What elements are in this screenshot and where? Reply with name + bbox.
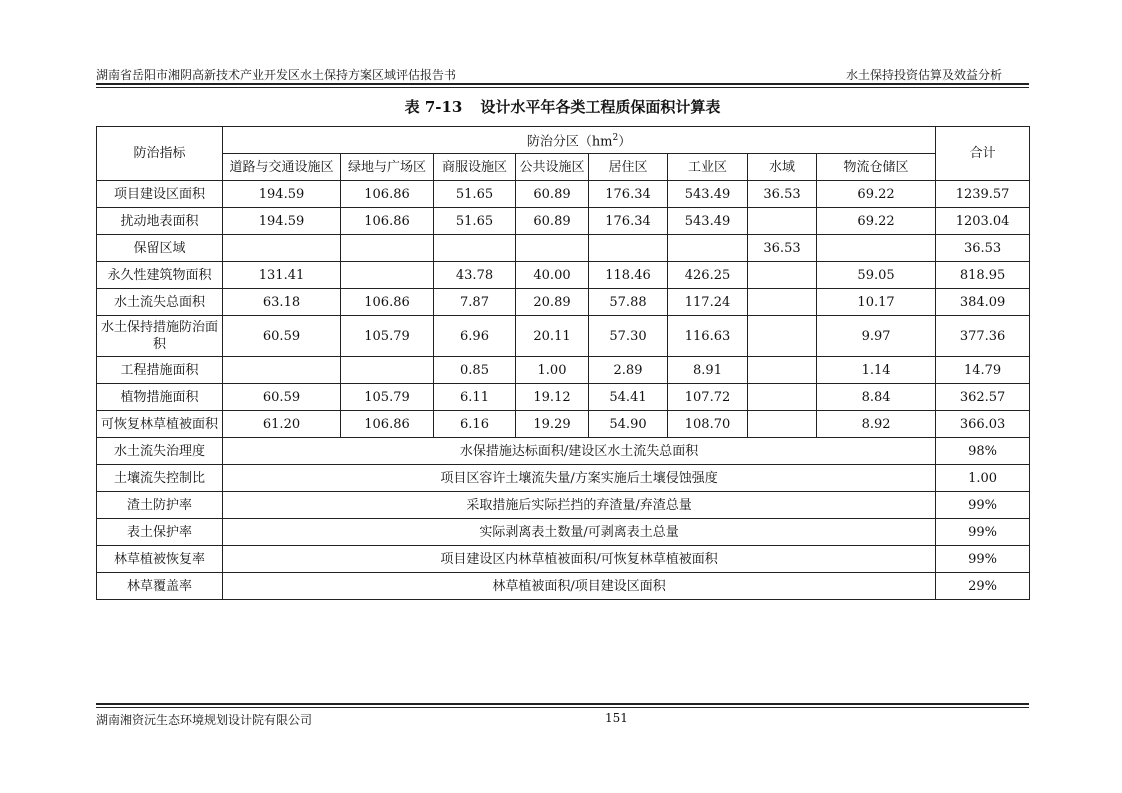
table-cell: 6.11	[434, 384, 516, 411]
table-cell: 105.79	[341, 384, 434, 411]
table-cell: 194.59	[223, 208, 341, 235]
footer-rule-thin	[96, 707, 1029, 708]
table-cell: 107.72	[668, 384, 748, 411]
row-label: 可恢复林草植被面积	[97, 411, 223, 438]
header-zone: 商服设施区	[434, 154, 516, 181]
table-row	[97, 235, 1030, 262]
page-number: 151	[605, 711, 628, 725]
row-label: 工程措施面积	[97, 357, 223, 384]
row-total: 377.36	[936, 316, 1030, 357]
ratio-formula: 项目建设区内林草植被面积/可恢复林草植被面积	[223, 546, 936, 573]
ratio-formula: 林草植被面积/项目建设区面积	[223, 573, 936, 600]
table-cell	[341, 262, 434, 289]
row-label: 永久性建筑物面积	[97, 262, 223, 289]
header-row-zones	[97, 154, 1030, 181]
table-cell: 40.00	[516, 262, 589, 289]
header-rule-thick	[96, 83, 1029, 85]
table-cell: 57.88	[589, 289, 668, 316]
row-total: 818.95	[936, 262, 1030, 289]
row-label: 林草植被恢复率	[97, 546, 223, 573]
area-calculation-table	[96, 126, 1030, 600]
header-row-1	[97, 127, 1030, 154]
table-cell	[223, 357, 341, 384]
table-cell: 106.86	[341, 181, 434, 208]
ratio-formula: 水保措施达标面积/建设区水土流失总面积	[223, 438, 936, 465]
table-cell: 10.17	[817, 289, 936, 316]
row-total: 29%	[936, 573, 1030, 600]
footer-rule-thick	[96, 703, 1029, 705]
row-label: 水土保持措施防治面积	[97, 316, 223, 357]
table-cell: 69.22	[817, 181, 936, 208]
table-cell: 9.97	[817, 316, 936, 357]
table-title	[96, 96, 1029, 117]
row-label: 扰动地表面积	[97, 208, 223, 235]
table-cell: 105.79	[341, 316, 434, 357]
table-cell: 108.70	[668, 411, 748, 438]
table-cell: 117.24	[668, 289, 748, 316]
table-cell: 60.89	[516, 181, 589, 208]
row-total: 362.57	[936, 384, 1030, 411]
table-cell: 60.59	[223, 384, 341, 411]
table-cell: 1.14	[817, 357, 936, 384]
table-cell: 43.78	[434, 262, 516, 289]
table-cell: 194.59	[223, 181, 341, 208]
table-row	[97, 316, 1030, 357]
row-total: 1203.04	[936, 208, 1030, 235]
row-label: 渣土防护率	[97, 492, 223, 519]
table-cell: 8.91	[668, 357, 748, 384]
table-cell: 19.12	[516, 384, 589, 411]
footer-company: 湖南湘资沅生态环境规划设计院有限公司	[96, 713, 313, 727]
table-cell: 131.41	[223, 262, 341, 289]
header-zone: 物流仓储区	[817, 154, 936, 181]
table-cell: 63.18	[223, 289, 341, 316]
ratio-formula: 实际剥离表土数量/可剥离表土总量	[223, 519, 936, 546]
table-row	[97, 411, 1030, 438]
table-cell: 61.20	[223, 411, 341, 438]
table-cell: 2.89	[589, 357, 668, 384]
table-cell	[748, 411, 817, 438]
table-cell: 0.85	[434, 357, 516, 384]
table-cell: 60.89	[516, 208, 589, 235]
ratio-formula: 项目区容许土壤流失量/方案实施后土壤侵蚀强度	[223, 465, 936, 492]
table-cell	[589, 235, 668, 262]
table-cell: 106.86	[341, 208, 434, 235]
ratio-formula: 采取措施后实际拦挡的弃渣量/弃渣总量	[223, 492, 936, 519]
table-cell: 8.84	[817, 384, 936, 411]
table-row	[97, 357, 1030, 384]
row-total: 1.00	[936, 465, 1030, 492]
row-label: 表土保护率	[97, 519, 223, 546]
table-cell	[748, 262, 817, 289]
row-total: 99%	[936, 519, 1030, 546]
table-row	[97, 289, 1030, 316]
table-cell: 69.22	[817, 208, 936, 235]
table-cell: 7.87	[434, 289, 516, 316]
header-indicator: 防治指标	[97, 127, 223, 181]
table-cell	[341, 235, 434, 262]
table-cell: 543.49	[668, 208, 748, 235]
table-cell: 106.86	[341, 411, 434, 438]
table-cell: 36.53	[748, 235, 817, 262]
table-cell	[748, 384, 817, 411]
table-cell: 176.34	[589, 208, 668, 235]
table-cell	[434, 235, 516, 262]
table-cell	[668, 235, 748, 262]
table-cell: 543.49	[668, 181, 748, 208]
row-label: 水土流失总面积	[97, 289, 223, 316]
table-cell: 426.25	[668, 262, 748, 289]
table-cell: 51.65	[434, 208, 516, 235]
row-label: 植物措施面积	[97, 384, 223, 411]
row-label: 保留区域	[97, 235, 223, 262]
row-total: 1239.57	[936, 181, 1030, 208]
row-total: 384.09	[936, 289, 1030, 316]
table-cell: 6.16	[434, 411, 516, 438]
running-header-chapter: 水土保持投资估算及效益分析	[845, 68, 1002, 82]
table-cell: 6.96	[434, 316, 516, 357]
table-cell: 116.63	[668, 316, 748, 357]
row-label: 项目建设区面积	[97, 181, 223, 208]
table-cell: 60.59	[223, 316, 341, 357]
table-cell	[748, 208, 817, 235]
table-cell: 20.89	[516, 289, 589, 316]
table-cell: 118.46	[589, 262, 668, 289]
row-total: 98%	[936, 438, 1030, 465]
table-cell: 19.29	[516, 411, 589, 438]
table-row	[97, 181, 1030, 208]
header-zone: 道路与交通设施区	[223, 154, 341, 181]
row-total: 14.79	[936, 357, 1030, 384]
table-cell: 36.53	[748, 181, 817, 208]
row-label: 林草覆盖率	[97, 573, 223, 600]
ratio-row	[97, 438, 1030, 465]
table-cell	[748, 289, 817, 316]
header-total: 合计	[936, 127, 1030, 181]
table-cell	[516, 235, 589, 262]
table-cell	[341, 357, 434, 384]
table-row	[97, 384, 1030, 411]
table-cell: 54.90	[589, 411, 668, 438]
table-row	[97, 208, 1030, 235]
ratio-row	[97, 573, 1030, 600]
table-cell: 8.92	[817, 411, 936, 438]
table-row	[97, 262, 1030, 289]
table-number: 表 7-13	[404, 98, 463, 116]
header-zone: 工业区	[668, 154, 748, 181]
ratio-row	[97, 546, 1030, 573]
table-cell	[748, 316, 817, 357]
table-cell	[748, 357, 817, 384]
table-cell: 51.65	[434, 181, 516, 208]
row-total: 99%	[936, 546, 1030, 573]
running-header-title: 湖南省岳阳市湘阴高新技术产业开发区水土保持方案区域评估报告书	[96, 68, 457, 82]
table-cell: 176.34	[589, 181, 668, 208]
ratio-row	[97, 465, 1030, 492]
header-zone: 居住区	[589, 154, 668, 181]
table-cell: 106.86	[341, 289, 434, 316]
header-zone: 水域	[748, 154, 817, 181]
header-zone: 绿地与广场区	[341, 154, 434, 181]
row-label: 水土流失治理度	[97, 438, 223, 465]
table-cell: 20.11	[516, 316, 589, 357]
header-zones: 防治分区$(hm^2)$	[223, 127, 936, 154]
table-cell: 57.30	[589, 316, 668, 357]
row-total: 366.03	[936, 411, 1030, 438]
ratio-row	[97, 492, 1030, 519]
table-cell: 54.41	[589, 384, 668, 411]
ratio-row	[97, 519, 1030, 546]
table-title-text: 设计水平年各类工程质保面积计算表	[480, 98, 721, 116]
row-label: 土壤流失控制比	[97, 465, 223, 492]
header-rule-thin	[96, 87, 1029, 88]
table-cell	[223, 235, 341, 262]
header-zone: 公共设施区	[516, 154, 589, 181]
row-total: 99%	[936, 492, 1030, 519]
table-cell: 59.05	[817, 262, 936, 289]
table-cell: 1.00	[516, 357, 589, 384]
table-cell	[817, 235, 936, 262]
row-total: 36.53	[936, 235, 1030, 262]
